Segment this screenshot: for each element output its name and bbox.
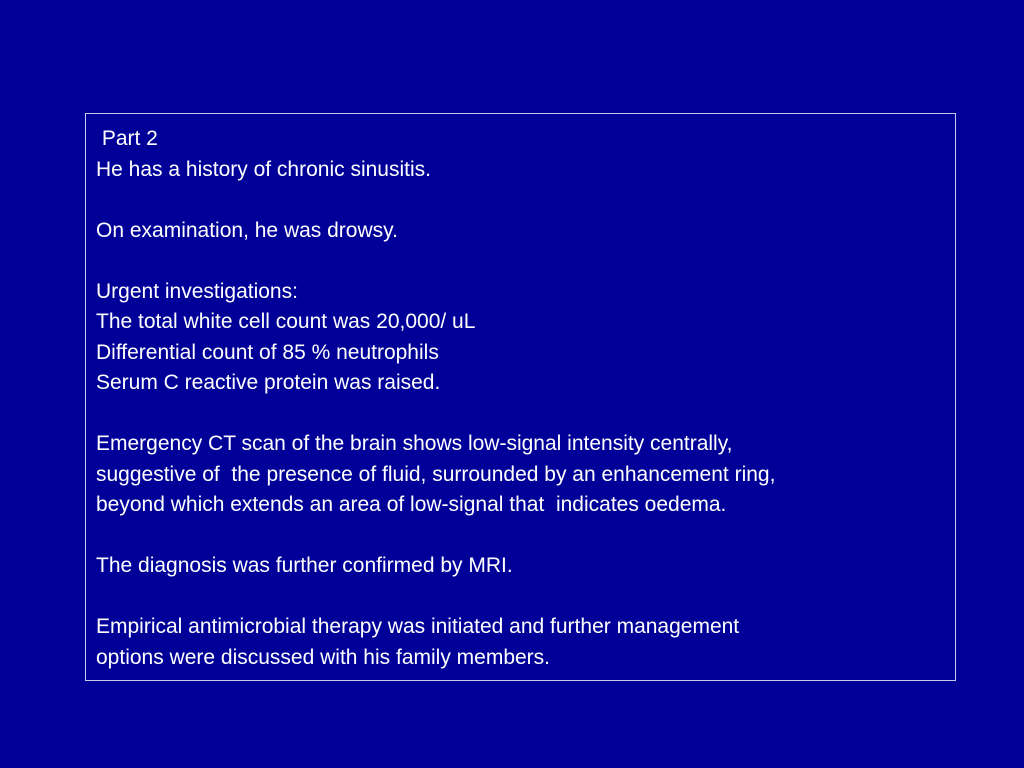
investigations-heading: Urgent investigations: (96, 279, 298, 303)
investigation-item: The total white cell count was 20,000/ uL (96, 310, 476, 333)
ct-scan-line: suggestive of the presence of fluid, surrounded by an enhancement ring, (96, 462, 776, 486)
ct-scan-line: beyond which extends an area of low-signal that indicates oedema. (96, 493, 727, 516)
spacer (96, 399, 955, 430)
therapy-line: Empirical antimicrobial therapy was initiated and further management (96, 615, 740, 638)
spacer (96, 185, 955, 216)
investigation-item: Serum C reactive protein was raised. (96, 371, 441, 394)
investigation-item: Differential count of 85 % neutrophils (96, 340, 439, 364)
ct-scan-line: Emergency CT scan of the brain shows low-signal intensity centrally, (96, 432, 733, 455)
therapy-line: options were discussed with his family members. (96, 645, 551, 669)
history-line: He has a history of chronic sinusitis. (96, 157, 431, 181)
examination-line: On examination, he was drowsy. (96, 218, 398, 242)
spacer (96, 582, 955, 613)
mri-line: The diagnosis was further confirmed by MRI. (96, 554, 513, 577)
spacer (96, 521, 955, 552)
spacer (96, 246, 955, 277)
case-text-box (85, 113, 956, 681)
part-label: Part 2 (96, 127, 158, 150)
